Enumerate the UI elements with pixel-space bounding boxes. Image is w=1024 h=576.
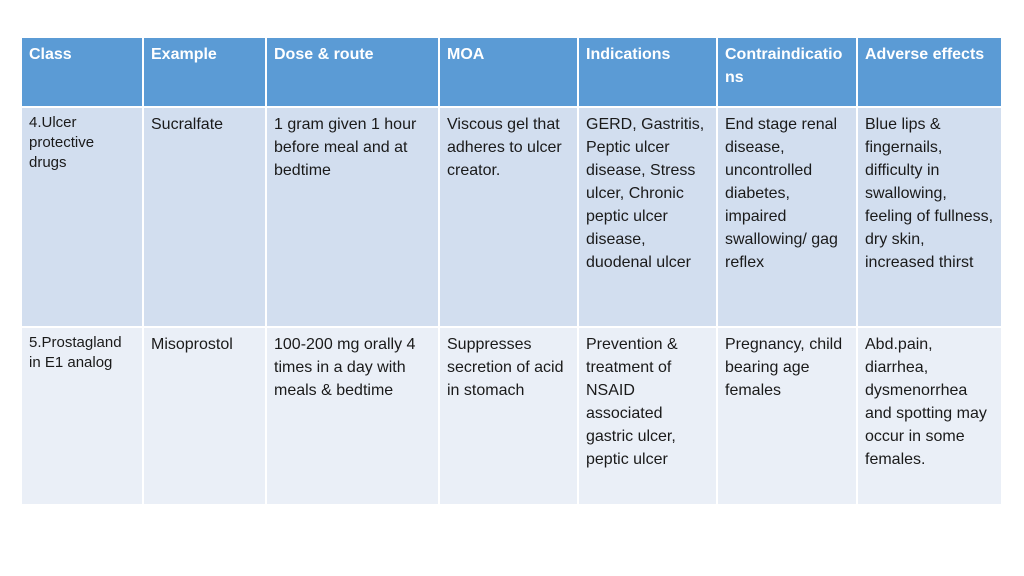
- drug-table: [20, 36, 1003, 506]
- cell-contraindications: End stage renal disease, uncontrolled diabetes, impaired swallowing/ gag reflex: [717, 107, 857, 327]
- cell-adverse-effects: Blue lips & fingernails, difficulty in swallowing, feeling of fullness, dry skin, increased thirst: [857, 107, 1002, 327]
- cell-dose-route: 100-200 mg orally 4 times in a day with meals & bedtime: [266, 327, 439, 505]
- header-contraindications: Contraindications: [717, 37, 857, 107]
- table-row: [21, 107, 1002, 327]
- cell-moa: Suppresses secretion of acid in stomach: [439, 327, 578, 505]
- cell-indications: GERD, Gastritis, Peptic ulcer disease, Stress ulcer, Chronic peptic ulcer disease, duodenal ulcer: [578, 107, 717, 327]
- table-header-row: [21, 37, 1002, 107]
- header-adverse-effects: Adverse effects: [857, 37, 1002, 107]
- cell-class: 4.Ulcer protective drugs: [21, 107, 143, 327]
- header-dose-route: Dose & route: [266, 37, 439, 107]
- cell-dose-route: 1 gram given 1 hour before meal and at bedtime: [266, 107, 439, 327]
- header-class: Class: [21, 37, 143, 107]
- header-example: Example: [143, 37, 266, 107]
- cell-moa: Viscous gel that adheres to ulcer creator.: [439, 107, 578, 327]
- cell-class: 5.Prostagland in E1 analog: [21, 327, 143, 505]
- header-moa: MOA: [439, 37, 578, 107]
- cell-example: Misoprostol: [143, 327, 266, 505]
- cell-adverse-effects: Abd.pain, diarrhea, dysmenorrhea and spotting may occur in some females.: [857, 327, 1002, 505]
- header-indications: Indications: [578, 37, 717, 107]
- cell-example: Sucralfate: [143, 107, 266, 327]
- cell-indications: Prevention & treatment of NSAID associated gastric ulcer, peptic ulcer: [578, 327, 717, 505]
- cell-contraindications: Pregnancy, child bearing age females: [717, 327, 857, 505]
- table-row: [21, 327, 1002, 505]
